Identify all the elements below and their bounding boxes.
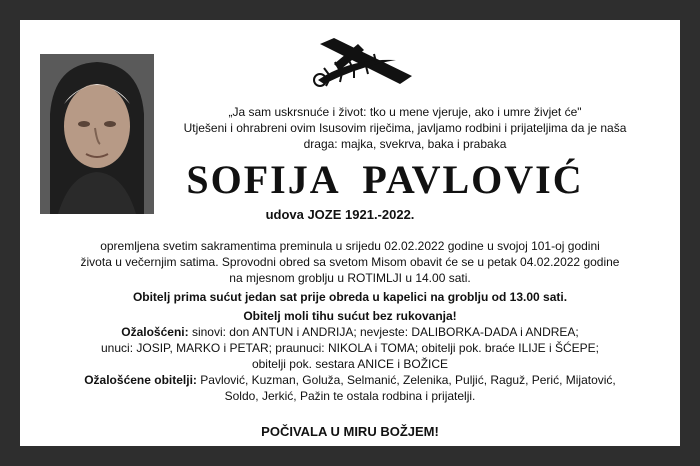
notice-line: života u večernjim satima. Sprovodni obred sa svetom Misom obavit će se u petak 04.02.2022 godine	[80, 255, 620, 269]
families-line: Soldo, Jerkić, Pažin te ostala rodbina i prijatelji.	[224, 389, 476, 403]
mourners-text: sinovi: don ANTUN i ANDRIJA; nevjeste: DALIBORKA-DADA i ANDREA;	[191, 325, 579, 339]
condolence-notice: Obitelj moli tihu sućut bez rukovanja!	[243, 309, 457, 323]
notice-line: na mjesnom groblju u ROTIMLJI u 14.00 sati.	[229, 271, 471, 285]
mourners-line	[40, 324, 660, 340]
chapel-notice: Obitelj prima sućut jedan sat prije obreda u kapelici na groblju od 13.00 sati.	[132, 290, 568, 304]
mourners-line: unuci: JOSIP, MARKO i PETAR; praunuci: NIKOLA i TOMA; obitelji pok. braće ILIJE i ŠĆEPE;	[101, 341, 599, 355]
families-line	[40, 372, 660, 388]
intro-text: Utješeni i ohrabreni ovim Isusovim riječima, javljamo rodbini i prijateljima da je naša	[183, 121, 627, 135]
quote-block	[170, 104, 640, 152]
cross-with-palm-icon	[300, 36, 420, 92]
obituary-card	[20, 20, 680, 446]
bible-quote: „Ja sam uskrsnuće i život: tko u mene vjeruje, ako i umre živjet će"	[228, 105, 582, 119]
families-text: Pavlović, Kuzman, Goluža, Selmanić, Zelenika, Puljić, Raguž, Perić, Mijatović,	[200, 373, 616, 387]
subtitle-years: udova JOZE 1921.-2022.	[265, 207, 415, 222]
notice-body	[40, 238, 660, 404]
intro-relation: draga: majka, svekrva, baka i prabaka	[303, 137, 507, 151]
closing-line: POČIVALA U MIRU BOŽJEM!	[261, 424, 439, 439]
mourners-line: obitelji pok. sestara ANICE i BOŽICE	[251, 357, 449, 371]
families-label: Ožalošćene obitelji:	[84, 373, 197, 387]
mourners-label: Ožalošćeni:	[121, 325, 189, 339]
deceased-name: SOFIJA PAVLOVIĆ	[186, 157, 584, 202]
notice-line: opremljena svetim sakramentima preminula u srijedu 02.02.2022 godine u svojoj 101-oj godini	[100, 239, 600, 253]
portrait-photo	[40, 54, 154, 214]
